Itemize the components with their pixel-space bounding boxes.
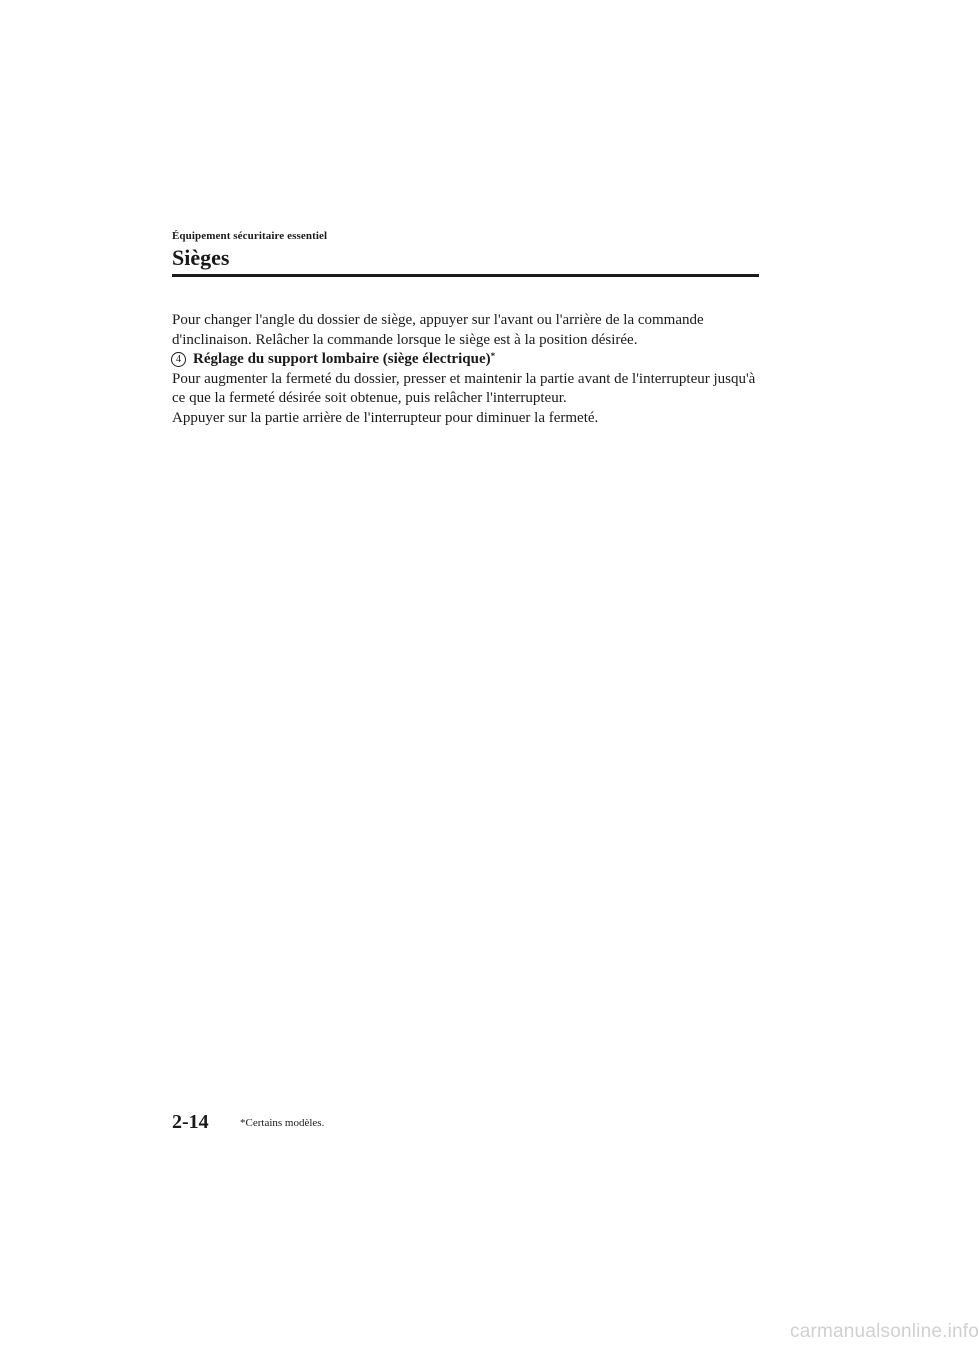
circled-number-icon: 4 <box>171 352 186 367</box>
subheading-text: Réglage du support lombaire (siège électrique) <box>193 351 491 367</box>
page-title: Sièges <box>172 245 230 270</box>
section-label: Équipement sécuritaire essentiel <box>172 230 328 242</box>
body-content <box>172 311 772 428</box>
watermark-link[interactable]: carmanualsonline.info <box>790 1321 979 1342</box>
footnote: *Certains modèles. <box>240 1117 325 1129</box>
title-rule <box>172 274 759 277</box>
page-number: 2-14 <box>172 1111 209 1133</box>
subheading-lumbar-support <box>172 350 772 370</box>
certain-models-mark: * <box>490 351 496 361</box>
paragraph-increase-firmness: Pour augmenter la fermeté du dossier, presser et maintenir la partie avant de l'interrupteur jusqu'à ce que la fermeté désirée soit obtenue, puis relâcher l'interrupteur. <box>172 370 756 406</box>
paragraph-decrease-firmness: Appuyer sur la partie arrière de l'interrupteur pour diminuer la fermeté. <box>172 409 599 426</box>
paragraph-recline: Pour changer l'angle du dossier de siège, appuyer sur l'avant ou l'arrière de la commande d'inclinaison. Relâcher la commande lorsque le siège est à la position désirée. <box>172 312 704 348</box>
